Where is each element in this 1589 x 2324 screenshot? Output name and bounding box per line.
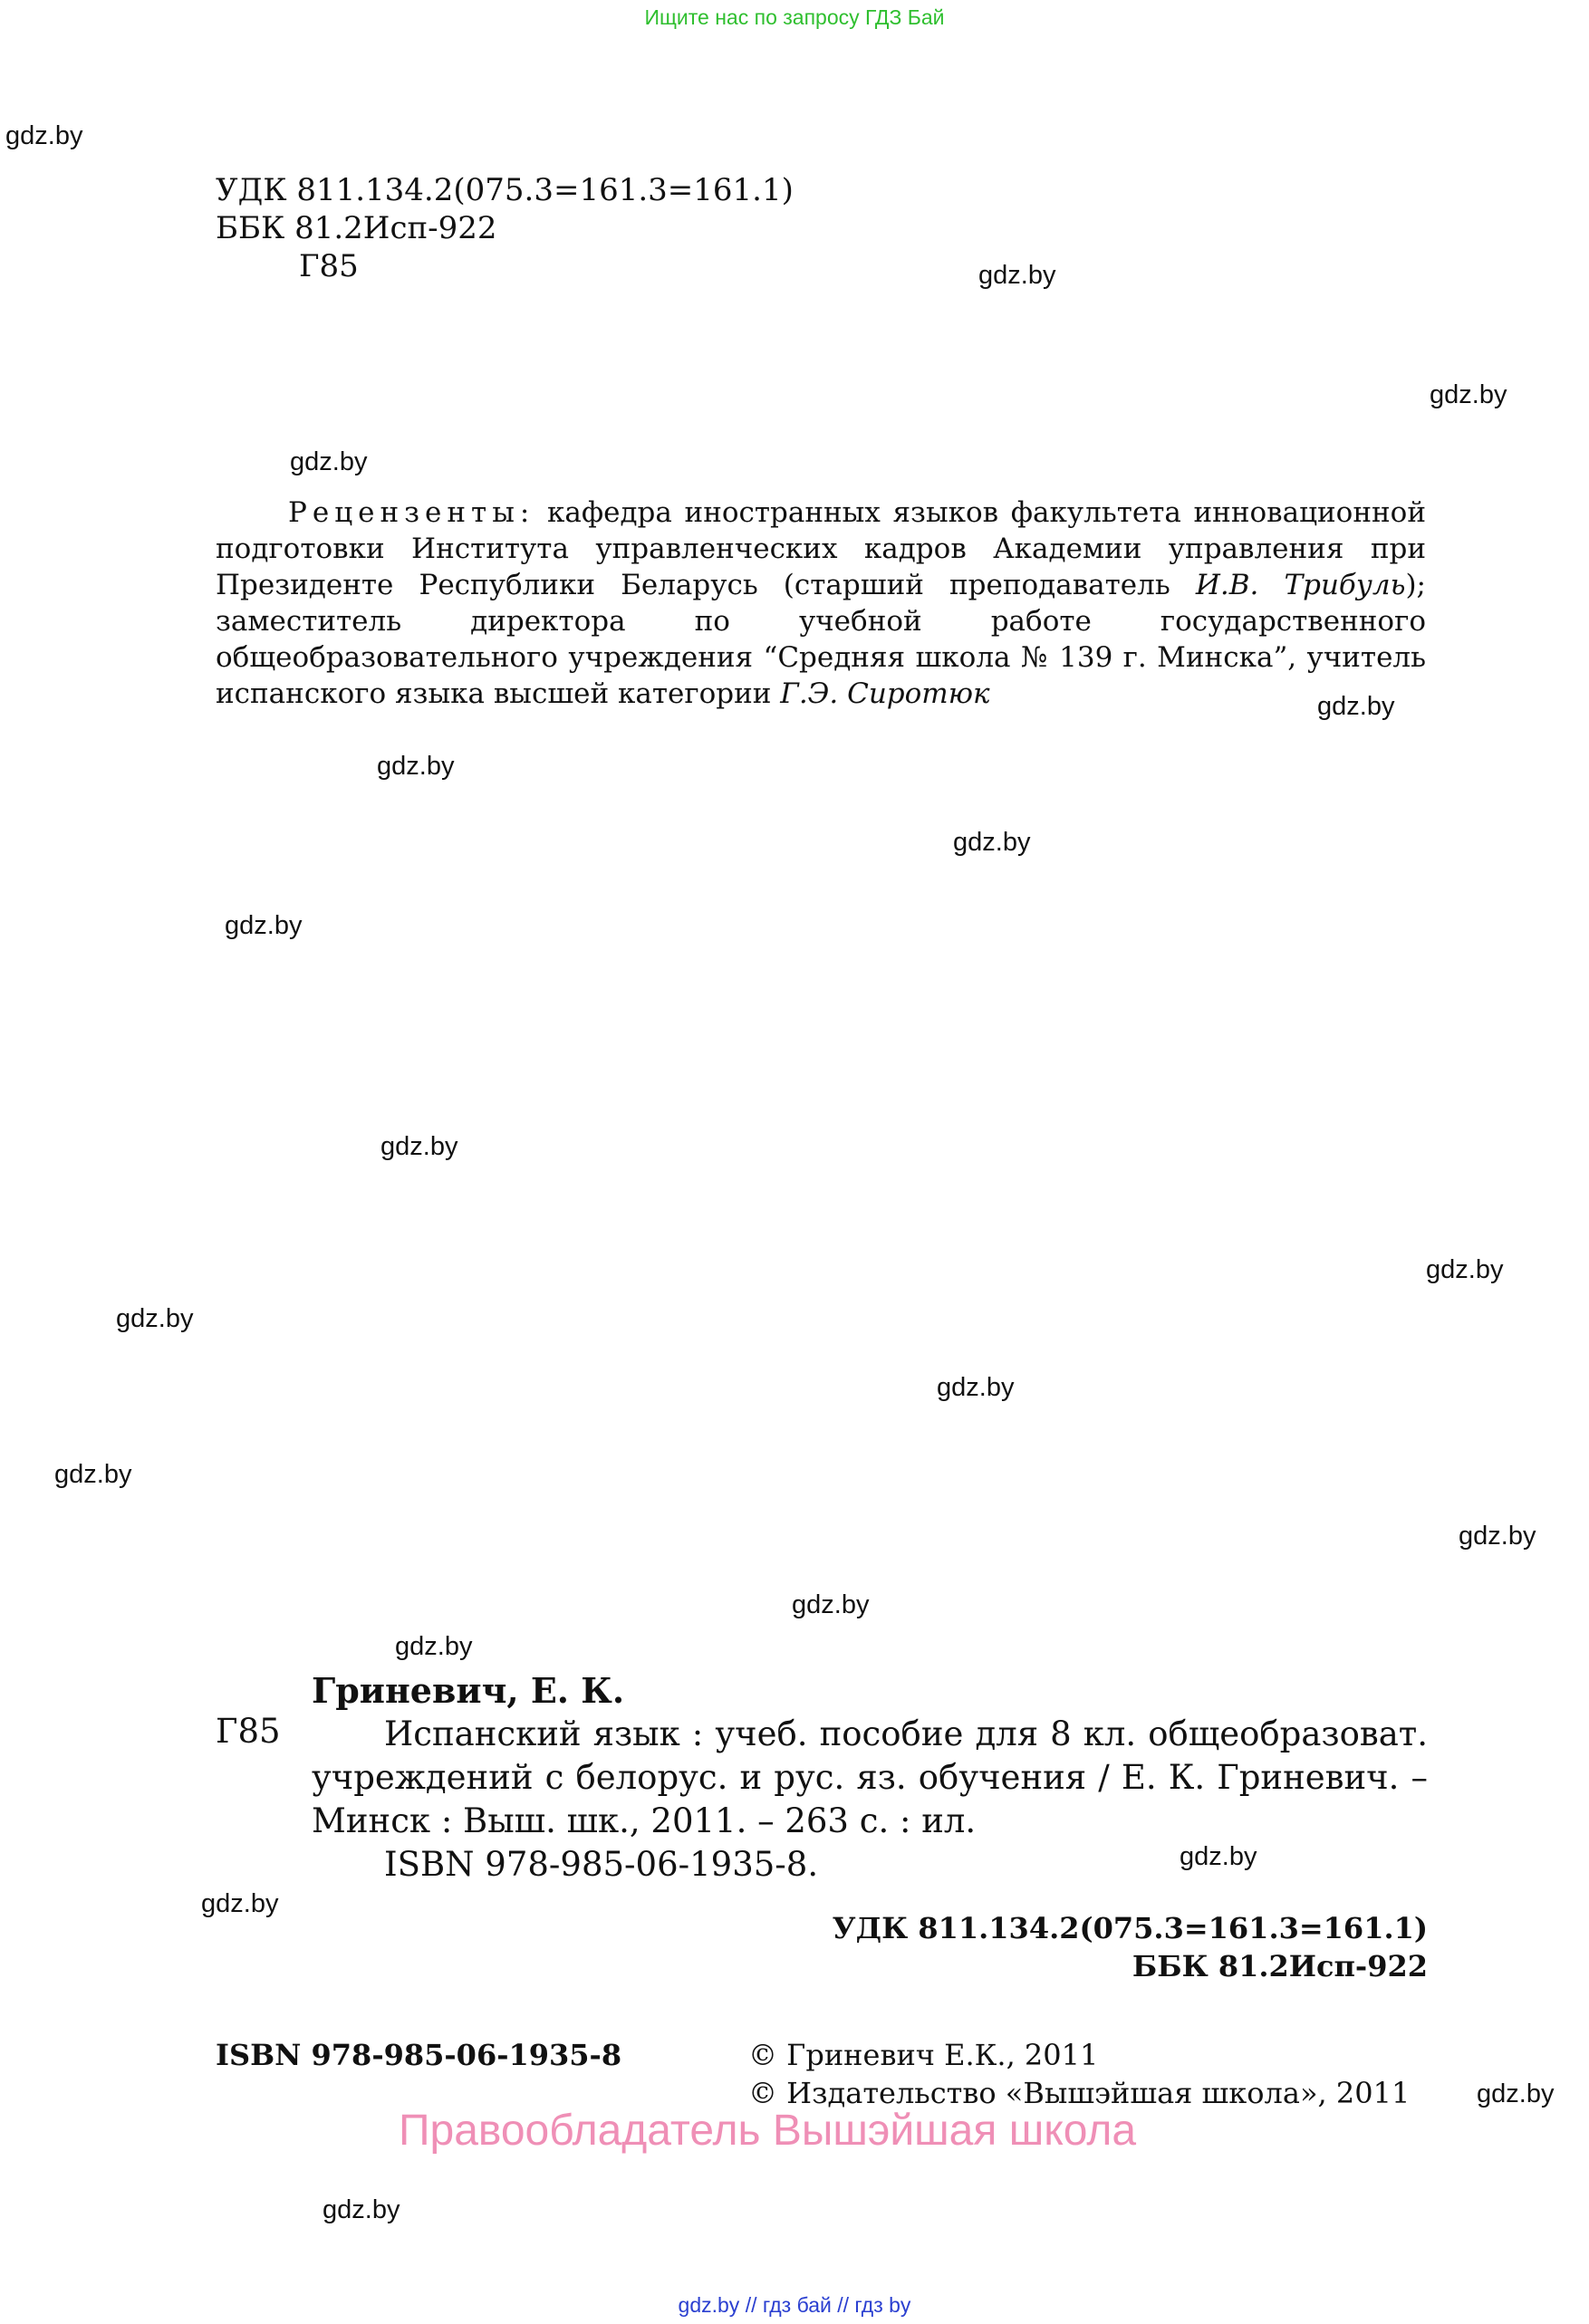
bibliographic-record: [312, 1669, 1428, 1887]
top-banner: Ищите нас по запросу ГДЗ Бай: [644, 5, 945, 29]
bib-isbn: ISBN 978-985-06-1935-8.: [384, 1845, 819, 1884]
watermark: gdz.by: [225, 911, 303, 940]
imprint-isbn: ISBN 978-985-06-1935-8: [216, 2038, 622, 2072]
watermark: gdz.by: [380, 1132, 458, 1161]
reviewers-paragraph: [216, 495, 1426, 712]
reviewers-label: Рецензенты:: [288, 496, 535, 529]
author-code: Г85: [299, 248, 359, 284]
reviewers-text-1: кафедра иностранных языков факультета инновационной подготовки Института управленческих кадров Академии управления при Президенте Республики Беларусь (старший преподаватель: [216, 496, 1426, 601]
watermark: gdz.by: [1317, 692, 1395, 721]
watermark: gdz.by: [54, 1460, 132, 1489]
watermark: gdz.by: [953, 828, 1031, 857]
bib-description: Испанский язык : учеб. пособие для 8 кл. общеобразоват. учреждений с белорус. и рус. яз. обучения / Е. К. Гриневич. – Минск : Выш. шк., 2011. – 263 с. : ил.: [312, 1714, 1428, 1840]
watermark: gdz.by: [377, 752, 455, 781]
watermark: gdz.by: [1477, 2079, 1555, 2108]
watermark: gdz.by: [290, 447, 368, 476]
watermark: gdz.by: [1180, 1842, 1257, 1871]
bib-bbk: ББК 81.2Исп-922: [1132, 1949, 1428, 1983]
watermark: gdz.by: [395, 1632, 473, 1661]
udk-header: УДК 811.134.2(075.3=161.3=161.1): [216, 172, 794, 208]
watermark: gdz.by: [1459, 1522, 1536, 1551]
watermark: gdz.by: [323, 2195, 400, 2224]
reviewer-name-1: И.В. Трибуль: [1195, 569, 1406, 601]
copyright-publisher: © Издательство «Вышэйшая школа», 2011: [748, 2076, 1411, 2110]
watermark: gdz.by: [1430, 380, 1507, 409]
reviewers-text-2: ); заместитель директора по учебной работе государственного общеобразовательного учреждения “Средняя школа № 139 г. Минска”, учитель испанского языка высшей категории: [216, 569, 1426, 710]
bib-udk: УДК 811.134.2(075.3=161.3=161.1): [832, 1911, 1428, 1945]
watermark: gdz.by: [1426, 1255, 1504, 1284]
bib-author: Гриневич, Е. К.: [312, 1670, 625, 1711]
reviewer-name-2: Г.Э. Сиротюк: [780, 677, 990, 710]
bbk-header: ББК 81.2Исп-922: [216, 210, 497, 246]
watermark: gdz.by: [978, 261, 1056, 290]
watermark: gdz.by: [201, 1889, 279, 1918]
bib-code: Г85: [216, 1712, 281, 1751]
watermark: gdz.by: [116, 1304, 194, 1333]
watermark: gdz.by: [792, 1590, 870, 1619]
copyright-author: © Гриневич Е.К., 2011: [748, 2038, 1099, 2072]
watermark: gdz.by: [5, 121, 83, 150]
footer-links: gdz.by // гдз бай // гдз by: [678, 2293, 911, 2317]
watermark: gdz.by: [937, 1373, 1015, 1402]
rights-holder-watermark: Правообладатель Вышэйшая школа: [399, 2107, 1137, 2155]
